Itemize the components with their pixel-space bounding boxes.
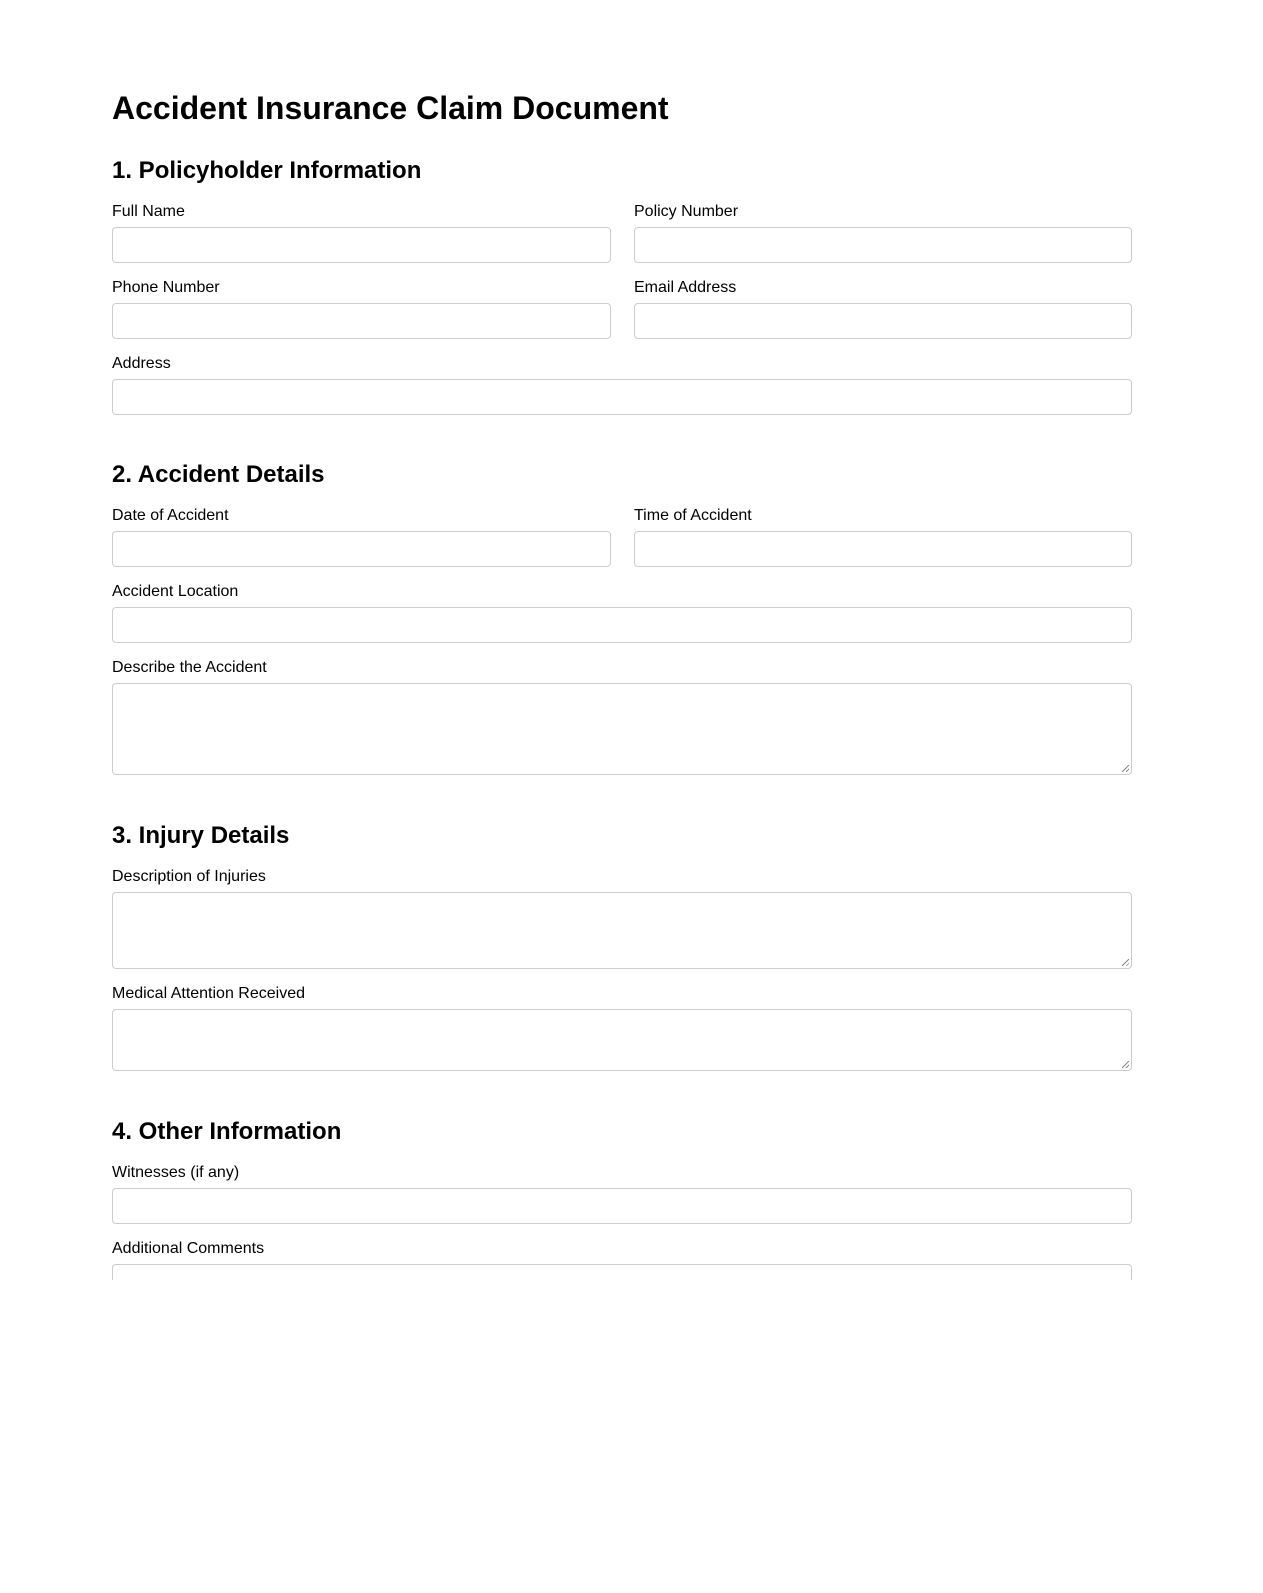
full-name-input[interactable] [112,227,611,263]
additional-comments-textarea[interactable] [112,1264,1132,1280]
medical-attention-textarea[interactable] [112,1009,1132,1071]
address-input[interactable] [112,379,1132,415]
time-of-accident-input[interactable] [634,531,1132,567]
phone-number-input[interactable] [112,303,611,339]
section-heading-policyholder: 1. Policyholder Information [112,157,422,184]
accident-location-label: Accident Location [112,583,239,600]
claim-form [112,0,1132,1280]
section-heading-accident-details: 2. Accident Details [112,461,325,488]
medical-attention-label: Medical Attention Received [112,985,305,1002]
policy-number-input[interactable] [634,227,1132,263]
full-name-label: Full Name [112,203,185,220]
witnesses-input[interactable] [112,1188,1132,1224]
resize-handle-icon[interactable] [1122,959,1129,966]
resize-handle-icon[interactable] [1122,765,1129,772]
description-of-injuries-label: Description of Injuries [112,868,266,885]
email-address-input[interactable] [634,303,1132,339]
date-of-accident-input[interactable] [112,531,611,567]
describe-accident-textarea[interactable] [112,683,1132,775]
date-of-accident-label: Date of Accident [112,507,229,524]
resize-handle-icon[interactable] [1122,1061,1129,1068]
phone-number-label: Phone Number [112,279,220,296]
witnesses-label: Witnesses (if any) [112,1164,240,1181]
email-address-label: Email Address [634,279,737,296]
section-heading-injury-details: 3. Injury Details [112,822,290,849]
describe-accident-label: Describe the Accident [112,659,267,676]
address-label: Address [112,355,171,372]
accident-location-input[interactable] [112,607,1132,643]
section-heading-other-information: 4. Other Information [112,1118,342,1145]
policy-number-label: Policy Number [634,203,739,220]
time-of-accident-label: Time of Accident [634,507,752,524]
additional-comments-label: Additional Comments [112,1240,265,1257]
description-of-injuries-textarea[interactable] [112,892,1132,969]
page-title: Accident Insurance Claim Document [112,90,669,126]
